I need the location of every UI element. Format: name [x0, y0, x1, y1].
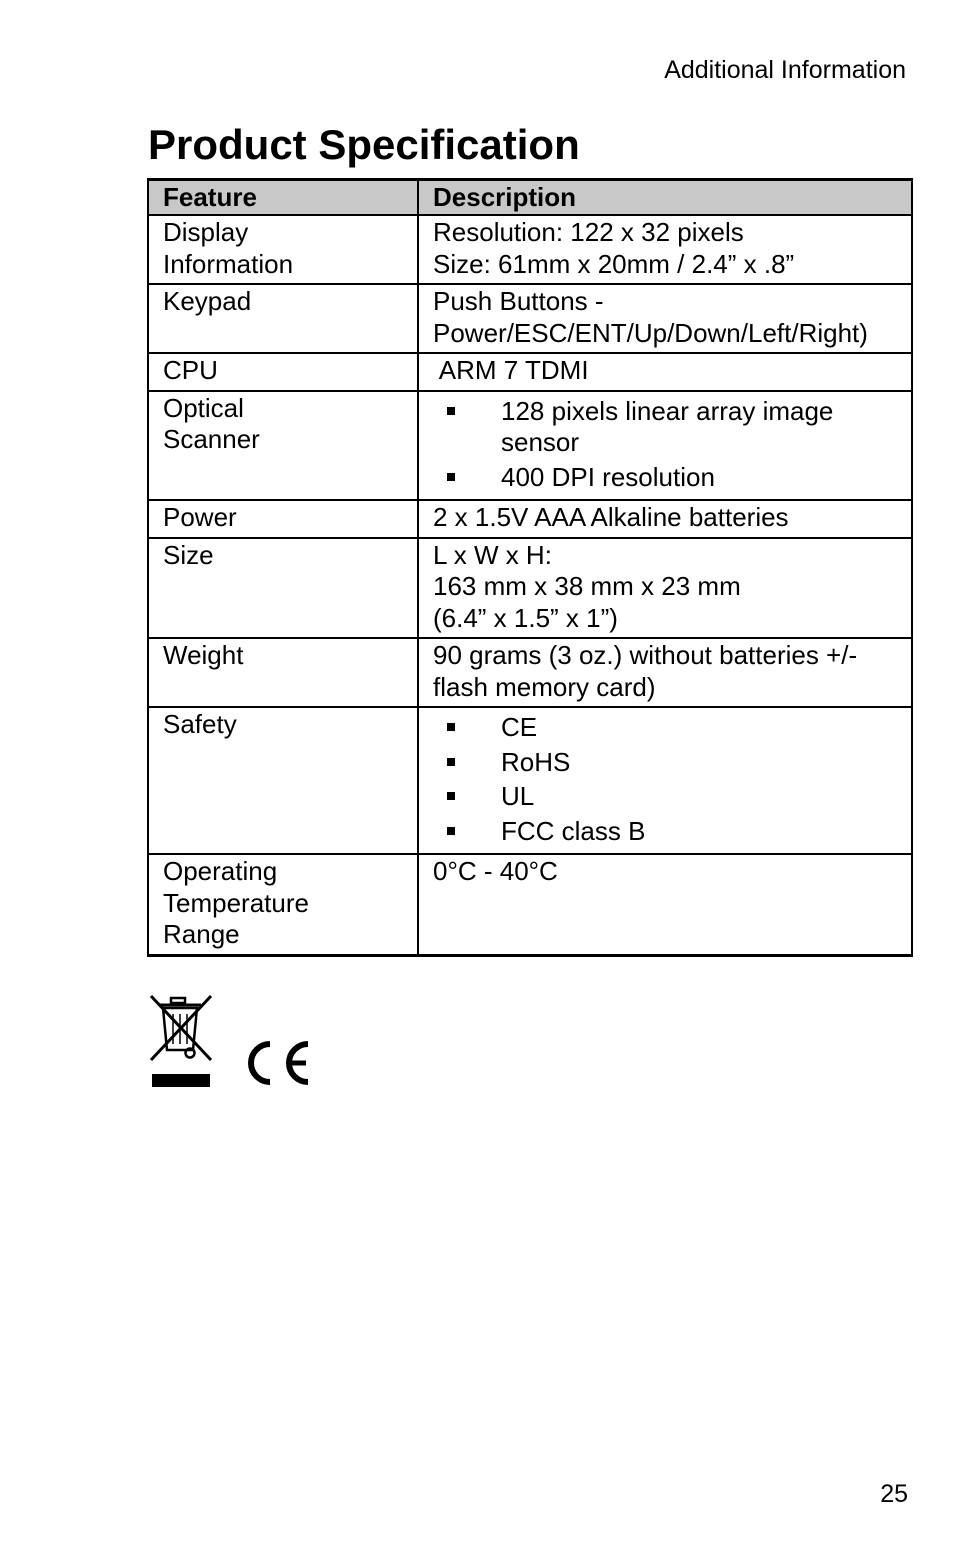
description-text: Resolution: 122 x 32 pixels	[433, 217, 744, 247]
list-item	[433, 462, 901, 494]
feature-text: Scanner	[163, 424, 260, 454]
list-item	[433, 712, 901, 744]
spec-table	[147, 178, 913, 957]
description-text: Push Buttons -	[433, 286, 604, 316]
bullet-list	[433, 396, 901, 494]
description-text: ARM 7 TDMI	[433, 355, 589, 385]
description-text: 0°C - 40°C	[433, 856, 558, 886]
column-header-description: Description	[418, 180, 912, 216]
feature-cell	[148, 391, 418, 501]
list-item	[433, 747, 901, 779]
bullet-text: UL	[501, 781, 535, 811]
feature-cell	[148, 538, 418, 639]
feature-text: Operating	[163, 856, 278, 886]
page-number: 25	[880, 1480, 908, 1508]
feature-text: Information	[163, 248, 294, 279]
ce-mark-logo	[238, 1038, 312, 1088]
bullet-text: 400 DPI resolution	[501, 461, 715, 492]
table-row	[148, 638, 912, 707]
table-row	[148, 538, 912, 639]
page-title: Product Specification	[148, 121, 580, 168]
description-text: 2 x 1.5V AAA Alkaline batteries	[433, 502, 789, 532]
description-text: flash memory card)	[433, 671, 656, 702]
square-bullet-icon	[447, 723, 455, 731]
feature-text: Size	[163, 539, 214, 570]
column-header-feature: Feature	[148, 180, 418, 216]
table-row	[148, 707, 912, 854]
table-header-row	[148, 180, 912, 216]
feature-text: Optical	[163, 392, 244, 423]
feature-cell	[148, 854, 418, 955]
list-item	[433, 781, 901, 813]
feature-cell	[148, 284, 418, 353]
description-text: L x W x H:	[433, 539, 552, 570]
feature-text: Temperature	[163, 887, 309, 918]
crossed-out-wheelie-bin-icon	[149, 994, 215, 1090]
compliance-logos	[149, 994, 319, 1094]
feature-text: CPU	[163, 355, 218, 385]
description-cell	[418, 500, 912, 538]
description-text: 90 grams (3 oz.) without batteries +/-	[433, 640, 858, 670]
feature-text: Safety	[163, 709, 237, 739]
list-item	[433, 396, 901, 459]
bullet-text: RoHS	[501, 746, 571, 777]
feature-text: Weight	[163, 640, 244, 670]
feature-cell	[148, 353, 418, 391]
feature-text: Range	[163, 919, 240, 949]
square-bullet-icon	[447, 827, 455, 835]
list-item	[433, 816, 901, 848]
table-row	[148, 353, 912, 391]
running-header: Additional Information	[664, 56, 906, 84]
bullet-text: CE	[501, 712, 538, 742]
table-row	[148, 391, 912, 501]
feature-text: Power	[163, 502, 237, 532]
description-cell	[418, 854, 912, 955]
description-text: (6.4” x 1.5” x 1”)	[433, 602, 618, 633]
description-cell	[418, 707, 912, 854]
square-bullet-icon	[447, 473, 455, 481]
square-bullet-icon	[447, 792, 455, 800]
description-text: Power/ESC/ENT/Up/Down/Left/Right)	[433, 317, 868, 348]
feature-cell	[148, 638, 418, 707]
feature-cell	[148, 215, 418, 284]
bullet-text: FCC class B	[501, 815, 646, 846]
table-row	[148, 215, 912, 284]
description-cell	[418, 284, 912, 353]
table-row	[148, 854, 912, 955]
feature-text: Keypad	[163, 286, 252, 316]
description-cell	[418, 538, 912, 639]
description-cell	[418, 638, 912, 707]
feature-cell	[148, 707, 418, 854]
feature-cell	[148, 500, 418, 538]
square-bullet-icon	[447, 407, 455, 415]
feature-text: Display	[163, 217, 249, 247]
bullet-text: 128 pixels linear array image sensor	[501, 395, 834, 457]
table-row	[148, 284, 912, 353]
bullet-list	[433, 712, 901, 847]
description-cell	[418, 215, 912, 284]
table-row	[148, 500, 912, 538]
description-cell	[418, 353, 912, 391]
description-cell	[418, 391, 912, 501]
description-text: Size: 61mm x 20mm / 2.4” x .8”	[433, 248, 795, 279]
description-text: 163 mm x 38 mm x 23 mm	[433, 571, 741, 601]
square-bullet-icon	[447, 758, 455, 766]
